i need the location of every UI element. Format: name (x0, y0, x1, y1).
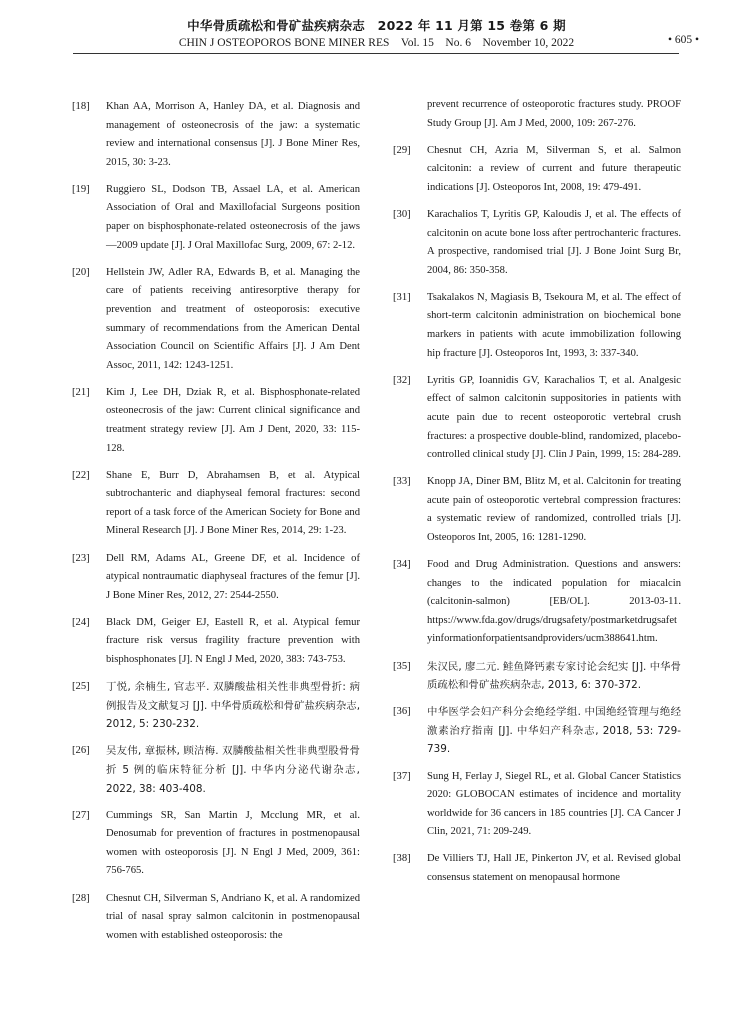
reference-item (72, 807, 360, 881)
reference-text: De Villiers TJ, Hall JE, Pinkerton JV, et al. Revised global consensus statement on menopausal hormone (427, 853, 681, 883)
reference-text: Chesnut CH, Silverman S, Andriano K, et al. A randomized trial of nasal spray salmon calcitonin in postmenopausal women with established osteoporosis: the (106, 892, 360, 941)
reference-number: [37] (393, 770, 411, 782)
journal-header-chinese: 中华骨质疏松和骨矿盐疾病杂志 2022 年 11 月第 15 卷第 6 期 (187, 18, 566, 33)
reference-number: [22] (72, 469, 90, 481)
reference-number: [31] (393, 291, 411, 303)
reference-item (393, 850, 681, 887)
reference-number: [35] (393, 660, 411, 672)
reference-text: Sung H, Ferlay J, Siegel RL, et al. Global Cancer Statistics 2020: GLOBOCAN estimates of incidence and mortality worldwide for 36 cancers in 185 countries [J]. CA Cancer J Clin, 2021, 71: 209-249. (427, 770, 681, 838)
reference-item (72, 181, 360, 255)
reference-item (393, 703, 681, 759)
reference-item (393, 289, 681, 363)
reference-number: [24] (72, 616, 90, 628)
reference-item (72, 384, 360, 458)
journal-header-english: CHIN J OSTEOPOROS BONE MINER RES Vol. 15 No. 6 November 10, 2022 (178, 37, 575, 49)
reference-text: 丁悦, 余楠生, 官志平. 双膦酸盐相关性非典型骨折: 病例报告及文献复习 [J]. 中华骨质疏松和骨矿盐疾病杂志, 2012, 5: 230-232. (106, 681, 360, 731)
reference-number: [19] (72, 183, 90, 195)
reference-column-left (72, 98, 360, 954)
reference-number: [18] (72, 101, 90, 112)
reference-item (72, 264, 360, 376)
reference-number: [27] (72, 809, 90, 821)
reference-number: [34] (393, 559, 411, 571)
reference-item (393, 768, 681, 842)
reference-number: [32] (393, 374, 411, 386)
reference-number: [30] (393, 208, 411, 220)
reference-text: Dell RM, Adams AL, Greene DF, et al. Incidence of atypical nontraumatic diaphyseal fractures of the femur [J]. J Bone Miner Res, 2012, 27: 2544-2550. (106, 552, 360, 601)
reference-item (72, 678, 360, 734)
reference-text: Kim J, Lee DH, Dziak R, et al. Bisphosphonate-related osteonecrosis of the jaw: Current clinical significance and treatment strategy review [J]. Am J Dent, 2020, 33: 115-128. (106, 386, 360, 454)
reference-item (393, 658, 681, 695)
reference-item (72, 890, 360, 946)
reference-text: 吴友伟, 章振林, 顾洁梅. 双膦酸盐相关性非典型股骨骨折 5 例的临床特征分析 [J]. 中华内分泌代谢杂志, 2022, 38: 403-408. (106, 745, 360, 795)
reference-text: 中华医学会妇产科分会绝经学组. 中国绝经管理与绝经激素治疗指南 [J]. 中华妇产科杂志, 2018, 53: 729-739. (427, 706, 681, 756)
reference-item (72, 614, 360, 670)
reference-item (72, 742, 360, 798)
reference-text: Karachalios T, Lyritis GP, Kaloudis J, et al. The effects of calcitonin on acute bone loss after pertrochanteric fractures. A prospective, randomised trial [J]. J Bone Joint Surg Br, 2004, 86: 350-358. (427, 208, 681, 276)
reference-column-right (393, 96, 681, 896)
reference-text: Ruggiero SL, Dodson TB, Assael LA, et al. American Association of Oral and Maxillofacial Surgeons position paper on bisphosphonate-related osteonecrosis of the jaws—2009 update [J]. J Oral Maxillofac Surg, 2009, 67: 2-12. (106, 183, 360, 251)
reference-item (393, 142, 681, 198)
reference-text: Food and Drug Administration. Questions and answers: changes to the indicated population for miacalcin (calcitonin-salmon) [EB/OL]. 2013-03-11. https://www.fda.gov/drugs/drugsafety/postmarketdrugsafetyinformationforpatientsandproviders/ucm388641.htm. (427, 559, 681, 645)
page-number: • 605 • (668, 34, 700, 46)
reference-text: Lyritis GP, Ioannidis GV, Karachalios T, et al. Analgesic effect of salmon calcitonin suppositories in patients with acute pain due to recent osteoporotic vertebral crush fractures: a prospective double-blind, randomized, placebo-controlled clinical study [J]. Clin J Pain, 1999, 15: 284-289. (427, 374, 681, 461)
header-rule (73, 53, 679, 54)
reference-number: [38] (393, 853, 411, 865)
reference-number: [20] (72, 266, 90, 278)
reference-text: 朱汉民, 廖二元. 鲑鱼降钙素专家讨论会纪实 [J]. 中华骨质疏松和骨矿盐疾病杂志, 2013, 6: 370-372. (427, 660, 681, 692)
reference-number: [33] (393, 476, 411, 488)
reference-text: Shane E, Burr D, Abrahamsen B, et al. Atypical subtrochanteric and diaphyseal femoral fractures: second report of a task force of the American Society for Bone and Mineral Research [J]. J Bone Miner Res, 2014, 29: 1-23. (106, 469, 360, 537)
reference-number: [23] (72, 552, 90, 564)
reference-item (393, 556, 681, 649)
reference-number: [21] (72, 386, 90, 398)
reference-text: Khan AA, Morrison A, Hanley DA, et al. Diagnosis and management of osteonecrosis of the jaw: a systematic review and international consensus [J]. J Bone Miner Res, 2015, 30: 3-23. (106, 101, 360, 168)
reference-number: [36] (393, 706, 411, 718)
reference-text: Black DM, Geiger EJ, Eastell R, et al. Atypical femur fracture risk versus fragility fracture prevention with bisphosphonates [J]. N Engl J Med, 2020, 383: 743-753. (106, 616, 360, 666)
reference-text: Tsakalakos N, Magiasis B, Tsekoura M, et al. The effect of short-term calcitonin administration on biochemical bone markers in patients with acute immobilization following hip fracture [J]. Osteoporos Int, 1993, 3: 337-340. (427, 291, 681, 359)
reference-number: [25] (72, 681, 90, 693)
reference-text: Hellstein JW, Adler RA, Edwards B, et al. Managing the care of patients receiving antiresorptive therapy for prevention and treatment of osteoporosis: executive summary of recommendations from the American Dental Association Council on Scientific Affairs [J]. J Am Dent Assoc, 2011, 142: 1243-1251. (106, 266, 360, 371)
reference-text: Knopp JA, Diner BM, Blitz M, et al. Calcitonin for treating acute pain of osteoporotic vertebral compression fractures: a systematic review of randomized, controlled trials [J]. Osteoporos Int, 2005, 16: 1281-1290. (427, 476, 681, 543)
reference-item (72, 98, 360, 172)
reference-text: Chesnut CH, Azria M, Silverman S, et al. Salmon calcitonin: a review of current and future therapeutic indications [J]. Osteoporos Int, 2008, 19: 479-491. (427, 144, 681, 193)
reference-item (393, 206, 681, 280)
reference-item (72, 467, 360, 541)
reference-number: [28] (72, 892, 90, 904)
reference-number: [26] (72, 745, 90, 757)
reference-item (393, 372, 681, 465)
reference-continuation: prevent recurrence of osteoporotic fractures study. PROOF Study Group [J]. Am J Med, 2000, 109: 267-276. (427, 99, 681, 129)
reference-item (72, 550, 360, 606)
reference-number: [29] (393, 144, 411, 156)
reference-item (393, 473, 681, 547)
reference-text: Cummings SR, San Martin J, Mcclung MR, et al. Denosumab for prevention of fractures in postmenopausal women with osteoporosis [J]. N Engl J Med, 2009, 361: 756-765. (106, 809, 360, 877)
